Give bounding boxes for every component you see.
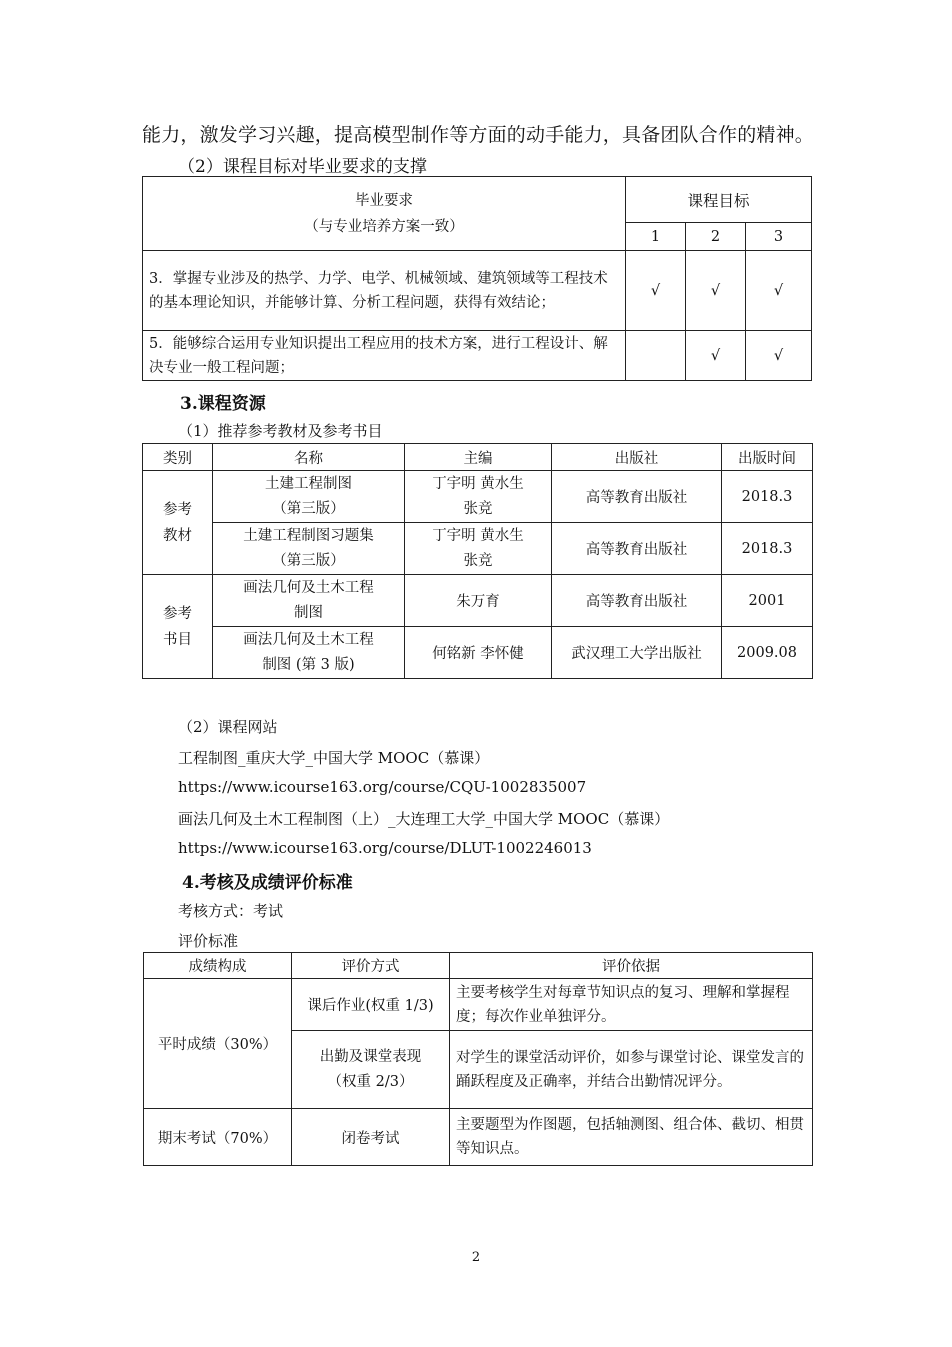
check-mark: √ [746,251,812,331]
section-3-1-heading: （1）推荐参考教材及参考书目 [178,422,383,440]
page-number: 2 [471,1250,481,1265]
book-name: 土建工程制图 （第三版） [213,471,405,523]
section-2-2-heading: （2）课程目标对毕业要求的支撑 [178,157,427,177]
final-exam-score: 期末考试（70%） [144,1109,292,1166]
col-header-publisher: 出版社 [552,444,722,471]
book-publisher: 武汉理工大学出版社 [552,627,722,679]
book-editor: 丁宇明 黄水生 张竞 [405,471,552,523]
website-link[interactable]: https://www.icourse163.org/course/DLUT-1002246013 [178,839,592,857]
col-header-year: 出版时间 [722,444,813,471]
regular-score: 平时成绩（30%） [144,979,292,1109]
col-header-category: 类别 [143,444,213,471]
col-header-method: 评价方式 [292,953,450,979]
section-3-title: 3.课程资源 [180,394,266,414]
book-editor: 何铭新 李怀健 [405,627,552,679]
col-header-editor: 主编 [405,444,552,471]
section-3-2-heading: （2）课程网站 [178,718,278,736]
category-cell: 参考 书目 [143,575,213,679]
table-row [144,1109,813,1166]
book-publisher: 高等教育出版社 [552,575,722,627]
attendance-basis: 对学生的课堂活动评价，如参与课堂讨论、课堂发言的踊跃程度及正确率，并结合出勤情况评分。 [450,1031,813,1109]
check-mark: √ [746,331,812,381]
book-publisher: 高等教育出版社 [552,471,722,523]
col-header-composition: 成绩构成 [144,953,292,979]
book-year: 2018.3 [722,471,813,523]
header-graduation-req: 毕业要求 （与专业培养方案一致） [143,177,626,251]
header-course-goals: 课程目标 [626,177,812,223]
table-row [143,471,813,523]
intro-paragraph: 能力，激发学习兴趣，提高模型制作等方面的动手能力，具备团队合作的精神。 [142,124,815,146]
table-row [143,331,812,381]
book-editor: 朱万育 [405,575,552,627]
table-row [144,979,813,1031]
req-text: 3．掌握专业涉及的热学、力学、电学、机械领域、建筑领域等工程技术的基本理论知识，并能够计算、分析工程问题，获得有效结论； [143,251,626,331]
category-cell: 参考 教材 [143,471,213,575]
book-name: 土建工程制图习题集 （第三版） [213,523,405,575]
website-link[interactable]: https://www.icourse163.org/course/CQU-1002835007 [178,778,587,796]
check-mark: √ [686,331,746,381]
book-publisher: 高等教育出版社 [552,523,722,575]
check-mark: √ [626,251,686,331]
table-row [143,523,813,575]
grade-table [143,952,813,1166]
support-table [142,176,812,381]
goal-col-1: 1 [626,223,686,251]
final-exam-basis: 主要题型为作图题，包括轴测图、组合体、截切、相贯等知识点。 [450,1109,813,1166]
col-header-name: 名称 [213,444,405,471]
check-mark [626,331,686,381]
attendance-method: 出勤及课堂表现 （权重 2/3） [292,1031,450,1109]
website-title: 画法几何及土木工程制图（上）_大连理工大学_中国大学 MOOC（慕课） [178,810,670,828]
goal-col-3: 3 [746,223,812,251]
book-year: 2018.3 [722,523,813,575]
homework-basis: 主要考核学生对每章节知识点的复习、理解和掌握程度；每次作业单独评分。 [450,979,813,1031]
books-table [142,443,813,679]
book-name: 画法几何及土木工程 制图 (第 3 版) [213,627,405,679]
book-year: 2009.08 [722,627,813,679]
website-title: 工程制图_重庆大学_中国大学 MOOC（慕课） [178,749,490,767]
section-4-title: 4.考核及成绩评价标准 [182,873,353,893]
goal-col-2: 2 [686,223,746,251]
check-mark: √ [686,251,746,331]
book-year: 2001 [722,575,813,627]
exam-method: 考核方式：考试 [178,902,284,920]
book-editor: 丁宇明 黄水生 张竞 [405,523,552,575]
table-row [143,627,813,679]
table-row [143,251,812,331]
req-text: 5．能够综合运用专业知识提出工程应用的技术方案，进行工程设计、解决专业一般工程问题； [143,331,626,381]
table-row [143,575,813,627]
final-exam-method: 闭卷考试 [292,1109,450,1166]
eval-standard-label: 评价标准 [178,932,239,950]
homework-method: 课后作业(权重 1/3) [292,979,450,1031]
col-header-basis: 评价依据 [450,953,813,979]
book-name: 画法几何及土木工程 制图 [213,575,405,627]
